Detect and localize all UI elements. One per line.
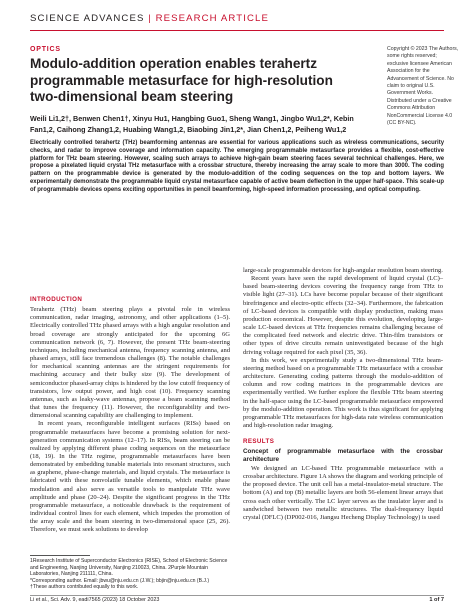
author-list: Weili Li1,2†, Benwen Chen1†, Xinyu Hu1, Hangbing Guo1, Sheng Wang1, Jingbo Wu1,2*, Kebin Fan1,2, Caihong Zhang1,2, Huabing Wang1,2, Biaobing Jin1,2*, Jian Chen1,2, Peiheng Wu1,2 bbox=[30, 114, 354, 134]
footer-citation: Li et al., Sci. Adv. 9, eadi7565 (2023) 18 October 2023 bbox=[30, 597, 160, 603]
results-heading: RESULTS bbox=[243, 438, 275, 446]
affiliations-footnote: 1Research Institute of Superconductor Electronics (RISE), School of Electronic Science and Engineering, Nanjing University, Nanjing 210023, China. 2Purple Mountain Laboratories, Nanjing 211111, China. bbox=[30, 558, 228, 578]
header-divider bbox=[30, 30, 444, 31]
footnotes bbox=[30, 558, 230, 591]
right-column bbox=[243, 267, 443, 522]
corresponding-author-footnote: *Corresponding author. Email: jbwu@nju.edu.cn (J.W.); bbjin@nju.edu.cn (B.J.) bbox=[30, 577, 210, 584]
introduction-heading: INTRODUCTION bbox=[30, 296, 83, 303]
results-paragraph-1: We designed an LC-based THz programmable metasurface with a crossbar architecture. Figure 1A shows the diagram and working principle of the proposed device. The unit cell has a metal-insulator-metal structure. The bottom (A) and top (B) metallic layers are both 56-element linear arrays that cross each other vertically. The LC layer serves as the insulator layer and is sandwiched between two metallic structures. The dual-frequency liquid crystal (DFLC) (DP002-016, Jiangsu Hecheng Display Technology) is used bbox=[243, 464, 443, 521]
page-number: 1 of 7 bbox=[429, 597, 444, 603]
right-paragraph-2: Recent years have seen the rapid development of liquid crystal (LC)–based beam-steering devices covering the frequency range from THz to visible light (27–31). LCs have become popular because of their significant birefringence and electro-optic effects (32–34). Furthermore, the fabrication of LC-based devices is compatible with display production, making mass production economical. However, despite this evolution, developing large-scale LC-based devices at THz frequencies remains challenging because of the complicated feed network and electric drive. Thin-film transistors or other types of drive circuits remain uninvestigated because of the high driving voltage required for each pixel (35, 36). bbox=[243, 275, 443, 356]
equal-contribution-footnote: †These authors contributed equally to this work. bbox=[30, 584, 139, 591]
footnote-divider bbox=[30, 555, 90, 556]
left-column bbox=[30, 296, 230, 535]
header-separator: | bbox=[148, 13, 152, 24]
right-paragraph-1: large-scale programmable devices for high-angular resolution beam steering. bbox=[243, 267, 443, 274]
copyright-notice: Copyright © 2023 The Authors, some rights reserved; exclusive licensee American Association for the Advancement of Science. No claim to original U.S. Government Works. Distributed under a Creative Commons Attribution NonCommercial License 4.0 (CC BY-NC). bbox=[387, 46, 459, 127]
intro-paragraph-1: Terahertz (THz) beam steering plays a pivotal role in wireless communication, radar imaging, astronomy, and other applications (1–5). Electrically controlled THz phased arrays with a high angular resolution and broad coverage are strongly anticipated for the upcoming 6G communication network (6, 7). However, the present THz beam-steering techniques, including mechanical antenna, frequency scanning antenna, and phased arrays, still face tremendous challenges (8). The notable challenges for mechanical scanning antennas are the stringent requirements for machining accuracy and their bulky size (9). The development of semiconductor phased-array chips is hindered by the low cutoff frequency of transistors, low output power, and high cost (10). Frequency scanning antennas, such as leaky-wave antennas, propose a beam scanning method that tunes the frequency (11). However, the reconfigurability and two-dimensional scanning capability are challenging to implement. bbox=[30, 306, 230, 420]
footer-divider bbox=[30, 595, 444, 596]
concept-subheading: Concept of programmable metasurface with the crossbar architecture bbox=[243, 448, 443, 464]
article-type: RESEARCH ARTICLE bbox=[155, 13, 269, 24]
article-title: Modulo-addition operation enables terahertz programmable metasurface for high-resolution two-dimensional beam steering bbox=[30, 56, 333, 104]
section-tag: OPTICS bbox=[30, 46, 61, 53]
right-paragraph-3: In this work, we experimentally study a two-dimensional THz beam-steering method based on a programmable THz metasurface with a crossbar architecture. Generating coding patterns through the modulo-addition of column and row coding matrices in the programmable devices are experimentally verified. We further explore the flexible THz beam steering in the half-space using the LC-based programmable metasurface empowered by the modulo-addition operation. This work is thus significant for applying programmable THz metasurfaces for high-data rate wireless communication and high-resolution radar imaging. bbox=[243, 356, 443, 429]
abstract: Electrically controlled terahertz (THz) beamforming antennas are essential for various applications such as wireless communications, security checks, and radar to improve coverage and information capacity. The emerging programmable metasurface provides a flexible, cost-effective platform for THz beam steering. However, scaling such arrays to achieve high-gain beam steering faces several technical challenges. Here, we propose a pixelated liquid crystal THz metasurface with a crossbar structure, thereby increasing the array scale to more than 3000. The coding pattern on the programmable device is generated by the modulo-addition of the coding sequences on the top and bottom layers. We experimentally demonstrate the programmable liquid crystal metasurface capable of active beam deflection in the upper half-space. This scale-up of programmable devices opens exciting opportunities in pencil beamforming, high-speed information processing, and optical computing. bbox=[30, 140, 444, 193]
intro-paragraph-2: In recent years, reconfigurable intelligent surfaces (RISs) based on programmable metasurfaces have become a promising solution for next-generation communication systems (12–17). In RISs, beam steering can be realized by applying different phase coding sequences on the metasurface (18, 19). In the THz regime, programmable metasurfaces have been demonstrated by embedding tunable materials into resonant structures, such as graphene, phase-change materials, and liquid crystals. The metasurface is fabricated with these nonvolatile tunable elements, which enable phase modulation and also serve as versatile tools to manipulate THz wave amplitude and phase (20–24). Despite the significant progress in the THz programmable metasurface, a noticeable drawback is the requirement of individual control lines for each element, which impedes the promotion of the array scale and the beam steering in two-dimensional space (25, 26). Therefore, we must seek solutions to develop bbox=[30, 420, 230, 534]
journal-name: SCIENCE ADVANCES bbox=[30, 13, 145, 24]
journal-header bbox=[30, 13, 269, 24]
